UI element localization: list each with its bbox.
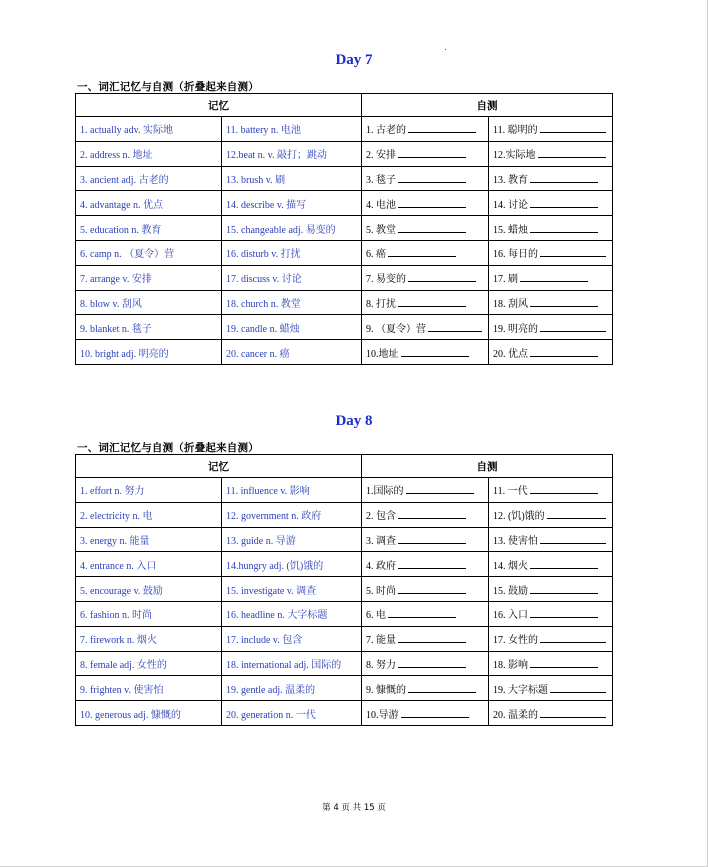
- table-row: [76, 552, 613, 577]
- answer-blank[interactable]: [398, 559, 466, 569]
- vocab-entry: 3. ancient adj. 古老的: [80, 174, 169, 186]
- vocab-entry: 10. bright adj. 明亮的: [80, 348, 169, 360]
- memory-cell: [222, 601, 362, 626]
- answer-blank[interactable]: [530, 223, 598, 233]
- memory-cell: [222, 552, 362, 577]
- vocab-entry: 8. female adj. 女性的: [80, 659, 167, 671]
- answer-blank[interactable]: [408, 272, 476, 282]
- answer-blank[interactable]: [401, 708, 469, 718]
- self-test-cell: [489, 577, 613, 602]
- self-test-cell: [362, 552, 489, 577]
- vocab-entry: 18. international adj. 国际的: [226, 659, 342, 671]
- self-test-cell: [362, 478, 489, 503]
- table-row: [76, 701, 613, 726]
- memory-cell: [76, 701, 222, 726]
- memory-cell: [222, 117, 362, 142]
- memory-cell: [222, 141, 362, 166]
- table-row: [76, 315, 613, 340]
- test-prompt: 20. 温柔的: [493, 709, 538, 721]
- vocab-entry: 2. address n. 地址: [80, 150, 153, 162]
- memory-cell: [222, 478, 362, 503]
- answer-blank[interactable]: [540, 247, 606, 257]
- test-prompt: 15. 鼓励: [493, 585, 528, 597]
- table-row: [76, 577, 613, 602]
- test-prompt: 18. 影响: [493, 659, 528, 671]
- test-prompt: 9. （夏令）营: [366, 323, 426, 335]
- answer-blank[interactable]: [398, 534, 466, 544]
- self-test-cell: [489, 552, 613, 577]
- answer-blank[interactable]: [520, 272, 588, 282]
- test-prompt: 6. 电: [366, 610, 386, 622]
- test-prompt: 11. 聪明的: [493, 125, 538, 137]
- test-prompt: 14. 烟火: [493, 560, 528, 572]
- memory-header: 记忆: [76, 455, 362, 478]
- self-test-cell: [489, 340, 613, 365]
- table-row: [76, 117, 613, 142]
- self-test-cell: [489, 141, 613, 166]
- table-row: [76, 240, 613, 265]
- test-prompt: 5. 时尚: [366, 585, 396, 597]
- memory-cell: [76, 191, 222, 216]
- day-8-title: Day 8: [335, 413, 373, 429]
- self-test-cell: [362, 651, 489, 676]
- scan-mark: [445, 49, 446, 50]
- self-test-cell: [489, 216, 613, 241]
- test-prompt: 12.实际地: [493, 150, 536, 162]
- answer-blank[interactable]: [398, 148, 466, 158]
- self-test-cell: [489, 527, 613, 552]
- memory-cell: [222, 502, 362, 527]
- self-test-cell: [362, 601, 489, 626]
- test-prompt: 14. 讨论: [493, 199, 528, 211]
- answer-blank[interactable]: [398, 584, 466, 594]
- answer-blank[interactable]: [530, 584, 598, 594]
- day-7-section-heading: 一、词汇记忆与自测（折叠起来自测）: [77, 81, 259, 93]
- answer-blank[interactable]: [530, 608, 598, 618]
- self-test-cell: [362, 141, 489, 166]
- answer-blank[interactable]: [538, 148, 606, 158]
- table-row: [76, 265, 613, 290]
- memory-cell: [76, 166, 222, 191]
- self-test-header: 自测: [362, 455, 613, 478]
- answer-blank[interactable]: [398, 297, 466, 307]
- page-footer: 第 4 页 共 15 页: [322, 803, 386, 813]
- test-prompt: 19. 明亮的: [493, 323, 538, 335]
- memory-cell: [76, 315, 222, 340]
- memory-cell: [76, 676, 222, 701]
- vocab-entry: 2. electricity n. 电: [80, 511, 153, 523]
- vocab-entry: 8. blow v. 刮风: [80, 298, 142, 310]
- self-test-cell: [362, 240, 489, 265]
- day-7-vocab-table: [75, 93, 613, 365]
- test-prompt: 3. 调查: [366, 535, 396, 547]
- self-test-cell: [362, 290, 489, 315]
- vocab-entry: 5. encourage v. 鼓励: [80, 585, 163, 597]
- answer-blank[interactable]: [540, 708, 606, 718]
- memory-cell: [222, 651, 362, 676]
- vocab-entry: 6. camp n. （夏令）营: [80, 249, 175, 261]
- table-row: [76, 191, 613, 216]
- day-8-section-heading: 一、词汇记忆与自测（折叠起来自测）: [77, 442, 259, 454]
- test-prompt: 9. 慷慨的: [366, 684, 406, 696]
- memory-cell: [222, 315, 362, 340]
- day-8-vocab-table: [75, 454, 613, 726]
- table-row: [76, 651, 613, 676]
- answer-blank[interactable]: [530, 484, 598, 494]
- test-prompt: 16. 入口: [493, 610, 528, 622]
- vocab-entry: 20. cancer n. 癌: [226, 348, 290, 360]
- answer-blank[interactable]: [398, 198, 466, 208]
- test-prompt: 1.国际的: [366, 486, 404, 498]
- test-prompt: 18. 刮风: [493, 298, 528, 310]
- memory-cell: [76, 117, 222, 142]
- self-test-cell: [362, 265, 489, 290]
- table-row: [76, 166, 613, 191]
- vocab-entry: 19. gentle adj. 温柔的: [226, 684, 316, 696]
- memory-cell: [222, 240, 362, 265]
- vocab-entry: 1. effort n. 努力: [80, 486, 145, 498]
- memory-cell: [76, 265, 222, 290]
- self-test-cell: [362, 166, 489, 191]
- vocab-entry: 14. describe v. 描写: [226, 199, 307, 211]
- test-prompt: 8. 打扰: [366, 298, 396, 310]
- table-row: [76, 478, 613, 503]
- table-row: [76, 340, 613, 365]
- test-prompt: 20. 优点: [493, 348, 528, 360]
- vocab-entry: 15. changeable adj. 易变的: [226, 224, 336, 236]
- answer-blank[interactable]: [540, 534, 606, 544]
- test-prompt: 6. 癌: [366, 249, 386, 261]
- test-prompt: 4. 政府: [366, 560, 396, 572]
- self-test-cell: [362, 527, 489, 552]
- table-row: [76, 290, 613, 315]
- memory-cell: [222, 527, 362, 552]
- vocab-entry: 1. actually adv. 实际地: [80, 125, 173, 137]
- answer-blank[interactable]: [540, 123, 606, 133]
- test-prompt: 17. 女性的: [493, 635, 538, 647]
- test-prompt: 4. 电池: [366, 199, 396, 211]
- self-test-cell: [489, 651, 613, 676]
- answer-blank[interactable]: [428, 322, 482, 332]
- memory-header: 记忆: [76, 94, 362, 117]
- answer-blank[interactable]: [530, 559, 598, 569]
- vocab-entry: 16. disturb v. 打扰: [226, 249, 301, 261]
- vocab-entry: 15. investigate v. 调查: [226, 585, 317, 597]
- answer-blank[interactable]: [550, 683, 606, 693]
- answer-blank[interactable]: [398, 509, 466, 519]
- vocab-entry: 4. entrance n. 入口: [80, 560, 157, 572]
- vocab-entry: 13. guide n. 导游: [226, 535, 296, 547]
- vocab-entry: 12.beat n. v. 敲打；跳动: [226, 150, 328, 162]
- answer-blank[interactable]: [398, 223, 466, 233]
- answer-blank[interactable]: [408, 683, 476, 693]
- answer-blank[interactable]: [408, 123, 476, 133]
- answer-blank[interactable]: [530, 658, 598, 668]
- memory-cell: [222, 577, 362, 602]
- vocab-entry: 20. generation n. 一代: [226, 709, 316, 721]
- self-test-cell: [489, 676, 613, 701]
- vocab-entry: 9. blanket n. 毯子: [80, 323, 152, 335]
- self-test-cell: [489, 265, 613, 290]
- self-test-cell: [362, 315, 489, 340]
- table-row: [76, 601, 613, 626]
- memory-cell: [76, 141, 222, 166]
- vocab-entry: 17. include v. 包含: [226, 635, 303, 647]
- table-row: [76, 527, 613, 552]
- vocab-entry: 13. brush v. 刷: [226, 174, 286, 186]
- memory-cell: [76, 651, 222, 676]
- self-test-cell: [489, 701, 613, 726]
- memory-cell: [76, 340, 222, 365]
- memory-cell: [222, 340, 362, 365]
- test-prompt: 17. 刷: [493, 274, 518, 286]
- memory-cell: [222, 626, 362, 651]
- vocab-entry: 6. fashion n. 时尚: [80, 610, 152, 622]
- memory-cell: [76, 216, 222, 241]
- memory-cell: [222, 265, 362, 290]
- memory-cell: [76, 502, 222, 527]
- answer-blank[interactable]: [540, 322, 606, 332]
- answer-blank[interactable]: [398, 658, 466, 668]
- test-prompt: 8. 努力: [366, 659, 396, 671]
- memory-cell: [222, 290, 362, 315]
- self-test-cell: [489, 478, 613, 503]
- self-test-cell: [489, 191, 613, 216]
- test-prompt: 2. 包含: [366, 511, 396, 523]
- vocab-entry: 7. arrange v. 安排: [80, 274, 152, 286]
- test-prompt: 16. 每日的: [493, 249, 538, 261]
- memory-cell: [76, 290, 222, 315]
- vocab-entry: 11. battery n. 电池: [226, 125, 301, 137]
- self-test-cell: [489, 601, 613, 626]
- table-row: [76, 626, 613, 651]
- test-prompt: 10.导游: [366, 709, 399, 721]
- memory-cell: [76, 527, 222, 552]
- vocab-entry: 16. headline n. 大字标题: [226, 610, 328, 622]
- answer-blank[interactable]: [530, 198, 598, 208]
- test-prompt: 1. 古老的: [366, 125, 406, 137]
- memory-cell: [76, 478, 222, 503]
- self-test-header: 自测: [362, 94, 613, 117]
- self-test-cell: [489, 166, 613, 191]
- test-prompt: 13. 教育: [493, 174, 528, 186]
- answer-blank[interactable]: [388, 608, 456, 618]
- test-prompt: 7. 能量: [366, 635, 396, 647]
- answer-blank[interactable]: [547, 509, 606, 519]
- vocab-entry: 12. government n. 政府: [226, 511, 322, 523]
- memory-cell: [222, 701, 362, 726]
- memory-cell: [222, 216, 362, 241]
- vocab-entry: 10. generous adj. 慷慨的: [80, 709, 181, 721]
- memory-cell: [76, 626, 222, 651]
- self-test-cell: [362, 340, 489, 365]
- answer-blank[interactable]: [530, 173, 598, 183]
- answer-blank[interactable]: [401, 347, 469, 357]
- answer-blank[interactable]: [406, 484, 474, 494]
- vocab-entry: 9. frighten v. 使害怕: [80, 684, 164, 696]
- test-prompt: 12. (饥)饿的: [493, 511, 545, 523]
- table-row: [76, 141, 613, 166]
- test-prompt: 3. 毯子: [366, 174, 396, 186]
- self-test-cell: [362, 216, 489, 241]
- memory-cell: [222, 676, 362, 701]
- self-test-cell: [362, 191, 489, 216]
- test-prompt: 15. 蜡烛: [493, 224, 528, 236]
- test-prompt: 11. 一代: [493, 486, 528, 498]
- self-test-cell: [362, 676, 489, 701]
- vocab-entry: 7. firework n. 烟火: [80, 635, 157, 647]
- self-test-cell: [489, 626, 613, 651]
- self-test-cell: [489, 502, 613, 527]
- self-test-cell: [362, 577, 489, 602]
- answer-blank[interactable]: [398, 173, 466, 183]
- vocab-entry: 19. candle n. 蜡烛: [226, 323, 300, 335]
- memory-cell: [76, 552, 222, 577]
- self-test-cell: [489, 315, 613, 340]
- self-test-cell: [362, 626, 489, 651]
- memory-cell: [76, 577, 222, 602]
- test-prompt: 19. 大字标题: [493, 684, 548, 696]
- self-test-cell: [489, 117, 613, 142]
- vocab-entry: 3. energy n. 能量: [80, 535, 150, 547]
- memory-cell: [222, 166, 362, 191]
- self-test-cell: [489, 290, 613, 315]
- table-row: [76, 502, 613, 527]
- answer-blank[interactable]: [398, 633, 466, 643]
- vocab-entry: 4. advantage n. 优点: [80, 199, 164, 211]
- test-prompt: 7. 易变的: [366, 274, 406, 286]
- answer-blank[interactable]: [530, 347, 598, 357]
- self-test-cell: [489, 240, 613, 265]
- test-prompt: 13. 使害怕: [493, 535, 538, 547]
- table-row: [76, 676, 613, 701]
- vocab-entry: 17. discuss v. 讨论: [226, 274, 302, 286]
- vocab-entry: 11. influence v. 影响: [226, 486, 310, 498]
- test-prompt: 2. 安排: [366, 150, 396, 162]
- memory-cell: [76, 601, 222, 626]
- day-7-title: Day 7: [335, 52, 373, 68]
- memory-cell: [76, 240, 222, 265]
- self-test-cell: [362, 502, 489, 527]
- answer-blank[interactable]: [388, 247, 456, 257]
- self-test-cell: [362, 117, 489, 142]
- vocab-entry: 14.hungry adj. (饥)饿的: [226, 560, 324, 572]
- answer-blank[interactable]: [530, 297, 598, 307]
- vocab-entry: 18. church n. 教堂: [226, 298, 301, 310]
- memory-cell: [222, 191, 362, 216]
- vocab-entry: 5. education n. 教育: [80, 224, 162, 236]
- test-prompt: 10.地址: [366, 348, 399, 360]
- table-row: [76, 216, 613, 241]
- test-prompt: 5. 教堂: [366, 224, 396, 236]
- answer-blank[interactable]: [540, 633, 606, 643]
- self-test-cell: [362, 701, 489, 726]
